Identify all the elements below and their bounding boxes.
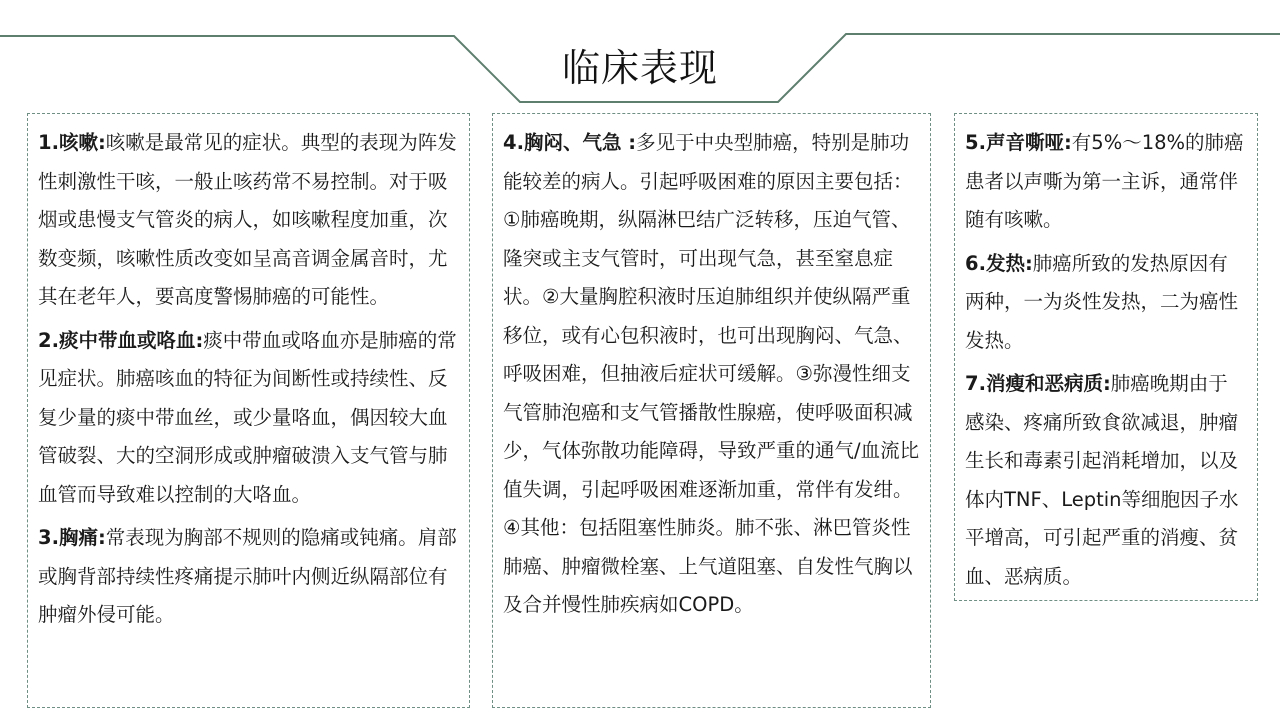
symptom-hemoptysis bbox=[38, 322, 459, 515]
symptom-text: 咳嗽是最常见的症状。典型的表现为阵发性刺激性干咳，一般止咳药常不易控制。对于吸烟或患慢支气管炎的病人，如咳嗽程度加重，次数变频，咳嗽性质改变如呈高音调金属音时，尤其在老年人，要高度警惕肺癌的可能性。 bbox=[38, 131, 457, 308]
symptom-chest-pain bbox=[38, 519, 459, 635]
symptom-heading: 1.咳嗽: bbox=[38, 131, 106, 154]
symptom-text: 多见于中央型肺癌，特别是肺功能较差的病人。引起呼吸困难的原因主要包括：①肺癌晚期，纵隔淋巴结广泛转移，压迫气管、隆突或主支气管时，可出现气急，甚至窒息症状。②大量胸腔积液时压迫肺组织并使纵隔严重移位，或有心包积液时，也可出现胸闷、气急、呼吸困难，但抽液后症状可缓解。③弥漫性细支气管肺泡癌和支气管播散性腺癌，使呼吸面积减少，气体弥散功能障碍，导致严重的通气/血流比值失调，引起呼吸困难逐渐加重，常伴有发绀。④其他：包括阻塞性肺炎。肺不张、淋巴管炎性肺癌、肿瘤微栓塞、上气道阻塞、自发性气胸以及合并慢性肺疾病如COPD。 bbox=[503, 131, 920, 616]
symptom-column-1 bbox=[27, 113, 470, 708]
symptom-dyspnea bbox=[503, 124, 920, 625]
symptom-text: 常表现为胸部不规则的隐痛或钝痛。肩部或胸背部持续性疼痛提示肺叶内侧近纵隔部位有肿瘤外侵可能。 bbox=[38, 526, 457, 626]
page-title: 临床表现 bbox=[561, 46, 718, 90]
symptom-text: 肺癌所致的发热原因有两种，一为炎性发热，二为癌性发热。 bbox=[965, 251, 1239, 352]
symptom-fever bbox=[965, 245, 1247, 361]
symptom-heading: 4.胸闷、气急 : bbox=[503, 131, 637, 154]
symptom-column-2 bbox=[492, 113, 931, 708]
symptom-hoarseness bbox=[965, 124, 1247, 240]
symptom-text: 有5%～18%的肺癌患者以声嘶为第一主诉，通常伴随有咳嗽。 bbox=[965, 131, 1244, 231]
symptom-text: 肺癌晚期由于感染、疼痛所致食欲减退，肿瘤生长和毒素引起消耗增加，以及体内TNF、Leptin等细胞因子水平增高，可引起严重的消瘦、贫血、恶病质。 bbox=[965, 372, 1239, 588]
symptom-cough bbox=[38, 124, 459, 317]
symptom-column-3 bbox=[954, 113, 1258, 601]
symptom-heading: 3.胸痛: bbox=[38, 526, 106, 549]
symptom-heading: 7.消瘦和恶病质: bbox=[965, 372, 1111, 395]
symptom-cachexia bbox=[965, 365, 1247, 596]
symptom-text: 痰中带血或咯血亦是肺癌的常见症状。肺癌咳血的特征为间断性或持续性、反复少量的痰中带血丝，或少量咯血，偶因较大血管破裂、大的空洞形成或肿瘤破溃入支气管与肺血管而导致难以控制的大咯血。 bbox=[38, 328, 457, 506]
symptom-heading: 2.痰中带血或咯血: bbox=[38, 328, 204, 352]
symptom-heading: 6.发热: bbox=[965, 251, 1033, 275]
symptom-heading: 5.声音嘶哑: bbox=[965, 131, 1072, 154]
